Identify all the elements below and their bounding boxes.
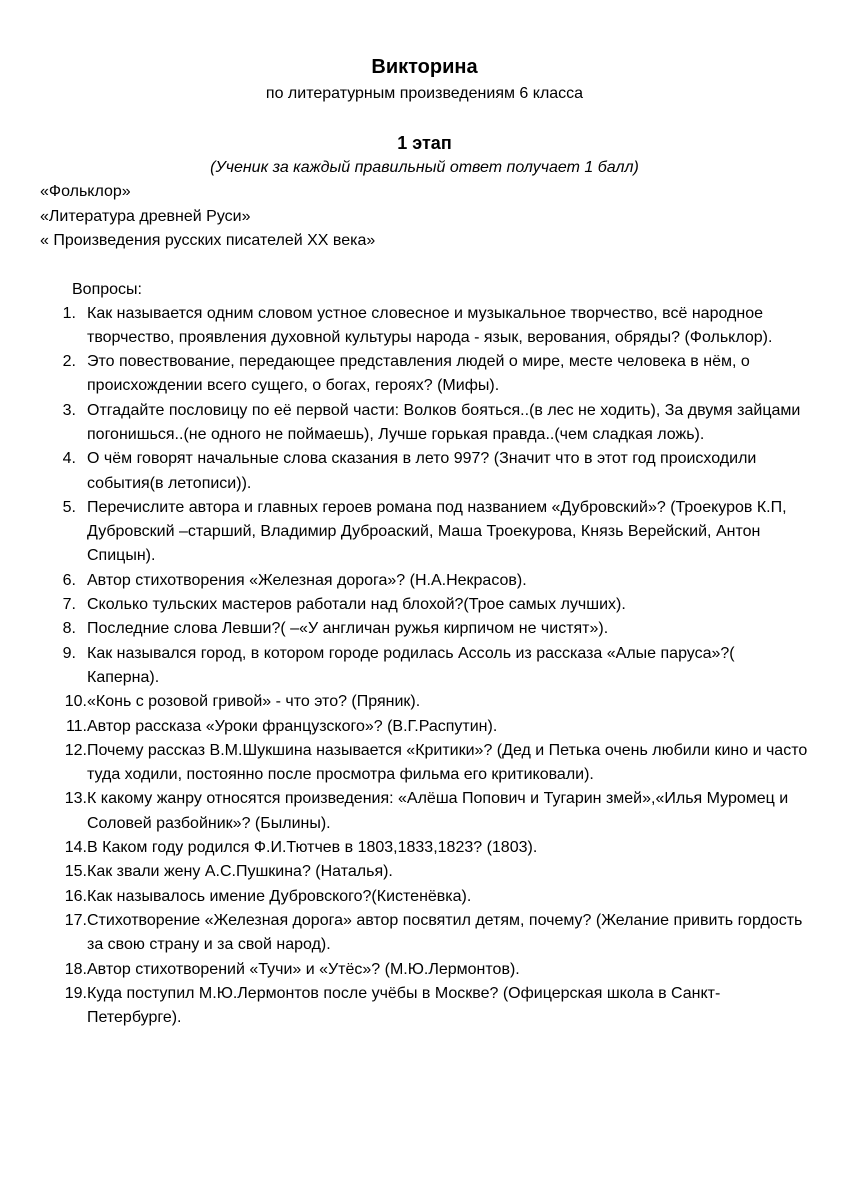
question-number: 16. bbox=[64, 887, 87, 905]
question-number: 14. bbox=[64, 839, 87, 857]
question-item bbox=[40, 350, 809, 399]
question-number: 4. bbox=[62, 450, 76, 468]
stage-title: 1 этап bbox=[397, 133, 452, 153]
question-item bbox=[40, 739, 809, 788]
question-number: 7. bbox=[62, 596, 76, 614]
question-text: Как называется одним словом устное словесное и музыкальное творчество, всё народное творчество, проявления духовной культуры народа - язык, верования, обряды? (Фольклор). bbox=[87, 304, 773, 346]
question-number: 18. bbox=[64, 960, 87, 978]
question-number: 2. bbox=[62, 353, 76, 371]
question-text: К какому жанру относятся произведения: «Алёша Попович и Тугарин змей»,«Илья Муромец и Соловей разбойник»? (Былины). bbox=[87, 790, 789, 832]
question-number: 3. bbox=[62, 401, 76, 419]
question-number: 8. bbox=[62, 620, 76, 638]
question-item bbox=[40, 690, 809, 714]
question-item bbox=[40, 885, 809, 909]
question-text: Автор стихотворения «Железная дорога»? (Н.А.Некрасов). bbox=[87, 571, 527, 589]
topic-item: «Литература древней Руси» bbox=[40, 207, 251, 225]
question-item bbox=[40, 617, 809, 641]
question-text: Сколько тульских мастеров работали над блохой?(Трое самых лучших). bbox=[87, 596, 626, 614]
question-number: 15. bbox=[64, 863, 87, 881]
question-number: 10. bbox=[64, 693, 87, 711]
topic-item: « Произведения русских писателей XX века» bbox=[40, 232, 376, 249]
question-text: Как называлось имение Дубровского?(Кистенёвка). bbox=[87, 887, 472, 905]
question-item bbox=[40, 982, 809, 1031]
question-item bbox=[40, 496, 809, 569]
question-text: Стихотворение «Железная дорога» автор посвятил детям, почему? (Желание привить гордость за свою страну и за свой народ). bbox=[87, 911, 803, 954]
question-number: 1. bbox=[62, 304, 76, 322]
question-text: Последние слова Левши?( –«У англичан ружья кирпичом не чистят»). bbox=[87, 620, 609, 638]
question-number: 13. bbox=[64, 790, 87, 808]
question-item bbox=[40, 787, 809, 836]
question-item bbox=[40, 593, 809, 617]
questions-list bbox=[40, 302, 809, 1031]
question-number: 12. bbox=[64, 741, 87, 759]
question-item bbox=[40, 447, 809, 496]
question-number: 9. bbox=[62, 644, 76, 662]
question-text: Как звали жену А.С.Пушкина? (Наталья). bbox=[87, 863, 393, 881]
question-number: 11. bbox=[65, 717, 87, 735]
question-text: Автор стихотворений «Тучи» и «Утёс»? (М.Ю.Лермонтов). bbox=[87, 960, 520, 978]
question-item bbox=[40, 958, 809, 982]
question-number: 6. bbox=[62, 571, 76, 589]
question-item bbox=[40, 302, 809, 351]
question-text: Отгадайте пословицу по её первой части: Волков бояться..(в лес не ходить), За двумя зайцами погонишься..(не одного не поймаешь), Лучше горькая правда..(чем сладкая ложь). bbox=[87, 401, 801, 443]
question-item bbox=[40, 399, 809, 448]
quiz-subtitle: по литературным произведениям 6 класса bbox=[265, 85, 584, 102]
question-item bbox=[40, 860, 809, 884]
question-item bbox=[40, 642, 809, 691]
question-number: 17. bbox=[64, 911, 87, 929]
question-text: Автор рассказа «Уроки французского»? (В.Г.Распутин). bbox=[87, 717, 498, 735]
question-item bbox=[40, 569, 809, 593]
question-text: Как назывался город, в котором городе родилась Ассоль из рассказа «Алые паруса»?( Каперна). bbox=[87, 644, 735, 686]
questions-label: Вопросы: bbox=[72, 280, 142, 298]
question-text: О чём говорят начальные слова сказания в лето 997? (Значит что в этот год происходили события(в летописи)). bbox=[87, 450, 757, 492]
question-item bbox=[40, 836, 809, 860]
question-item bbox=[40, 909, 809, 958]
question-text: Куда поступил М.Ю.Лермонтов после учёбы в Москве? (Офицерская школа в Санкт-Петербурге). bbox=[87, 984, 721, 1027]
question-text: «Конь с розовой гривой» - что это? (Пряник). bbox=[87, 693, 421, 711]
question-item bbox=[40, 715, 809, 739]
stage-note: (Ученик за каждый правильный ответ получает 1 балл) bbox=[210, 159, 639, 176]
topic-item: «Фольклор» bbox=[40, 183, 131, 200]
question-text: Перечислите автора и главных героев романа под названием «Дубровский»? (Троекуров К.П, Дубровский –старший, Владимир Дуброаский, Маша Троекурова, Князь Верейский, Антон Спицын). bbox=[87, 498, 787, 565]
question-text: Почему рассказ В.М.Шукшина называется «Критики»? (Дед и Петька очень любили кино и часто туда ходили, постоянно после просмотра фильма его критиковали). bbox=[87, 741, 808, 784]
topics-list bbox=[40, 180, 809, 254]
question-text: Это повествование, передающее представления людей о мире, месте человека в нём, о происхождении всего сущего, о богах, героях? (Мифы). bbox=[87, 353, 750, 395]
quiz-title: Викторина bbox=[371, 56, 478, 78]
question-number: 19. bbox=[64, 984, 87, 1002]
question-text: В Каком году родился Ф.И.Тютчев в 1803,1833,1823? (1803). bbox=[87, 839, 538, 857]
question-number: 5. bbox=[62, 498, 76, 516]
